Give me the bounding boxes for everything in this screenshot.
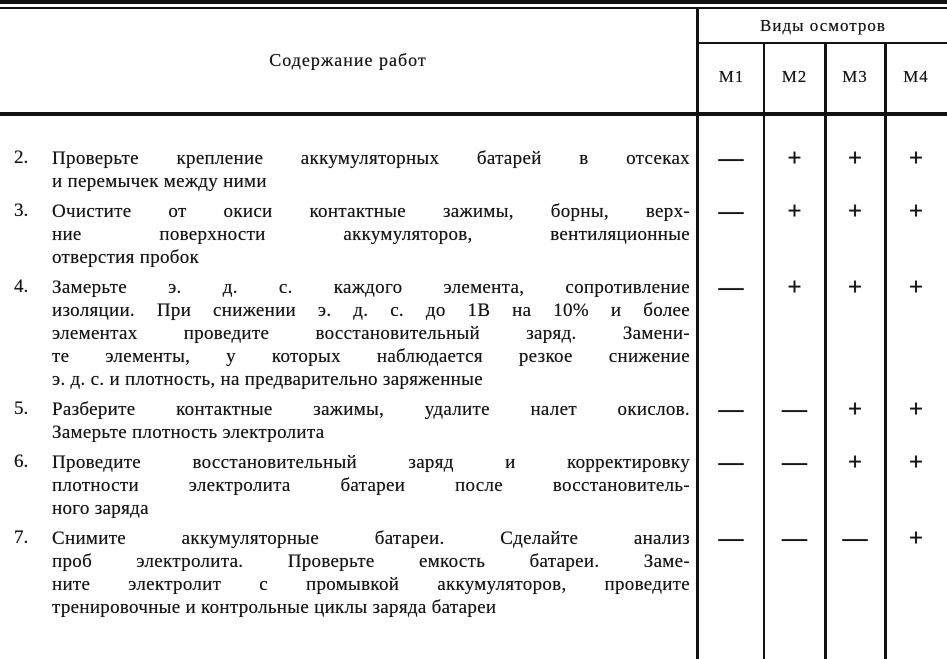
row-line: Снимите аккумуляторные батареи. Сделайте анализ	[52, 528, 690, 549]
row-line: Очистите от окиси контактные зажимы, борны, верх-	[52, 201, 690, 222]
row-line: ните электролит с промывкой аккумуляторов, проведите	[52, 574, 690, 595]
row-line: тренировочные и контрольные циклы заряда батареи	[52, 597, 497, 618]
mark-cell-m4: +	[908, 145, 924, 172]
row-line: и перемычек между ними	[52, 171, 267, 192]
row-line: Проведите восстановительный заряд и корректировку	[52, 452, 690, 473]
work-description-cell	[0, 147, 698, 193]
column-divider-m3-m4	[884, 44, 887, 659]
row-lines	[52, 147, 690, 193]
row-lines	[52, 398, 690, 444]
work-description-cell	[0, 527, 698, 619]
row-number: 5.	[14, 398, 29, 419]
mark-cell-m2: +	[787, 145, 802, 172]
mark-cell-m3: —	[842, 525, 868, 552]
table-row	[0, 451, 947, 520]
table-body	[0, 116, 947, 659]
row-line: те элементы, у которых наблюдается резкое снижение	[52, 346, 690, 367]
mark-cell-m1: —	[718, 525, 744, 552]
row-number: 4.	[14, 276, 29, 297]
row-line: элементах проведите восстановительный заряд. Замени-	[52, 323, 690, 344]
row-number: 7.	[14, 527, 29, 548]
inspection-column-labels	[699, 44, 947, 110]
row-line: Разберите контактные зажимы, удалите налет окислов.	[52, 399, 690, 420]
column-divider-m1-m2	[763, 44, 765, 659]
table-row	[0, 200, 947, 269]
mark-cell-m4: +	[908, 525, 924, 552]
mark-cell-m2: —	[782, 449, 807, 476]
row-line: Проверьте крепление аккумуляторных батарей в отсеках	[52, 148, 690, 169]
mark-cell-m3: +	[847, 449, 863, 476]
work-description-cell	[0, 276, 698, 391]
mark-cell-m4: +	[908, 274, 924, 301]
row-line: Замерьте плотность электролита	[52, 422, 325, 443]
mark-cell-m1: —	[718, 449, 744, 476]
work-description-cell	[0, 398, 698, 444]
work-description-cell	[0, 200, 698, 269]
column-label-m4: М4	[903, 67, 929, 86]
row-line: ние поверхности аккумуляторов, вентиляционные	[52, 224, 690, 245]
column-divider-main	[696, 9, 699, 659]
table-row	[0, 527, 947, 619]
inspections-group-title: Виды осмотров	[699, 9, 947, 44]
table-row	[0, 147, 947, 193]
row-line: изоляции. При снижении э. д. с. до 1В на 10% и более	[52, 300, 690, 321]
mark-cell-m1: —	[718, 198, 744, 225]
mark-cell-m4: +	[908, 449, 924, 476]
mark-cell-m4: +	[908, 396, 924, 423]
row-line: проб электролита. Проверьте емкость батареи. Заме-	[52, 551, 690, 572]
column-label-m2: М2	[781, 67, 808, 86]
row-lines	[52, 200, 690, 269]
row-line: отверстия пробок	[52, 247, 200, 268]
content-column-title: Содержание работ	[269, 50, 427, 70]
row-line: ного заряда	[52, 498, 149, 519]
mark-cell-m1: —	[718, 274, 744, 301]
column-label-m1: М1	[718, 67, 745, 86]
row-lines	[52, 451, 690, 520]
mark-cell-m2: +	[787, 198, 802, 225]
table-row	[0, 276, 947, 391]
mark-cell-m1: —	[718, 145, 744, 172]
mark-cell-m3: +	[847, 198, 863, 225]
row-lines	[52, 527, 690, 619]
row-number: 6.	[14, 451, 29, 472]
mark-cell-m2: —	[782, 396, 807, 423]
mark-cell-m3: +	[847, 145, 863, 172]
top-double-rule	[0, 0, 947, 9]
row-line: плотности электролита батареи после восстановитель-	[52, 475, 690, 496]
row-lines	[52, 276, 690, 391]
work-description-cell	[0, 451, 698, 520]
row-number: 2.	[14, 147, 29, 168]
inspections-header-group	[699, 9, 947, 112]
table-header	[0, 9, 947, 112]
mark-cell-m1: —	[718, 396, 744, 423]
row-line: э. д. с. и плотность, на предварительно заряженные	[52, 369, 483, 390]
mark-cell-m2: —	[782, 525, 807, 552]
mark-cell-m2: +	[787, 274, 802, 301]
row-number: 3.	[14, 200, 29, 221]
column-divider-m2-m3	[824, 44, 827, 659]
mark-cell-m4: +	[908, 198, 924, 225]
column-label-m3: М3	[842, 67, 868, 86]
mark-cell-m3: +	[847, 396, 863, 423]
mark-cell-m3: +	[847, 274, 863, 301]
table-row	[0, 398, 947, 444]
row-line: Замерьте э. д. с. каждого элемента, сопротивление	[52, 277, 690, 298]
